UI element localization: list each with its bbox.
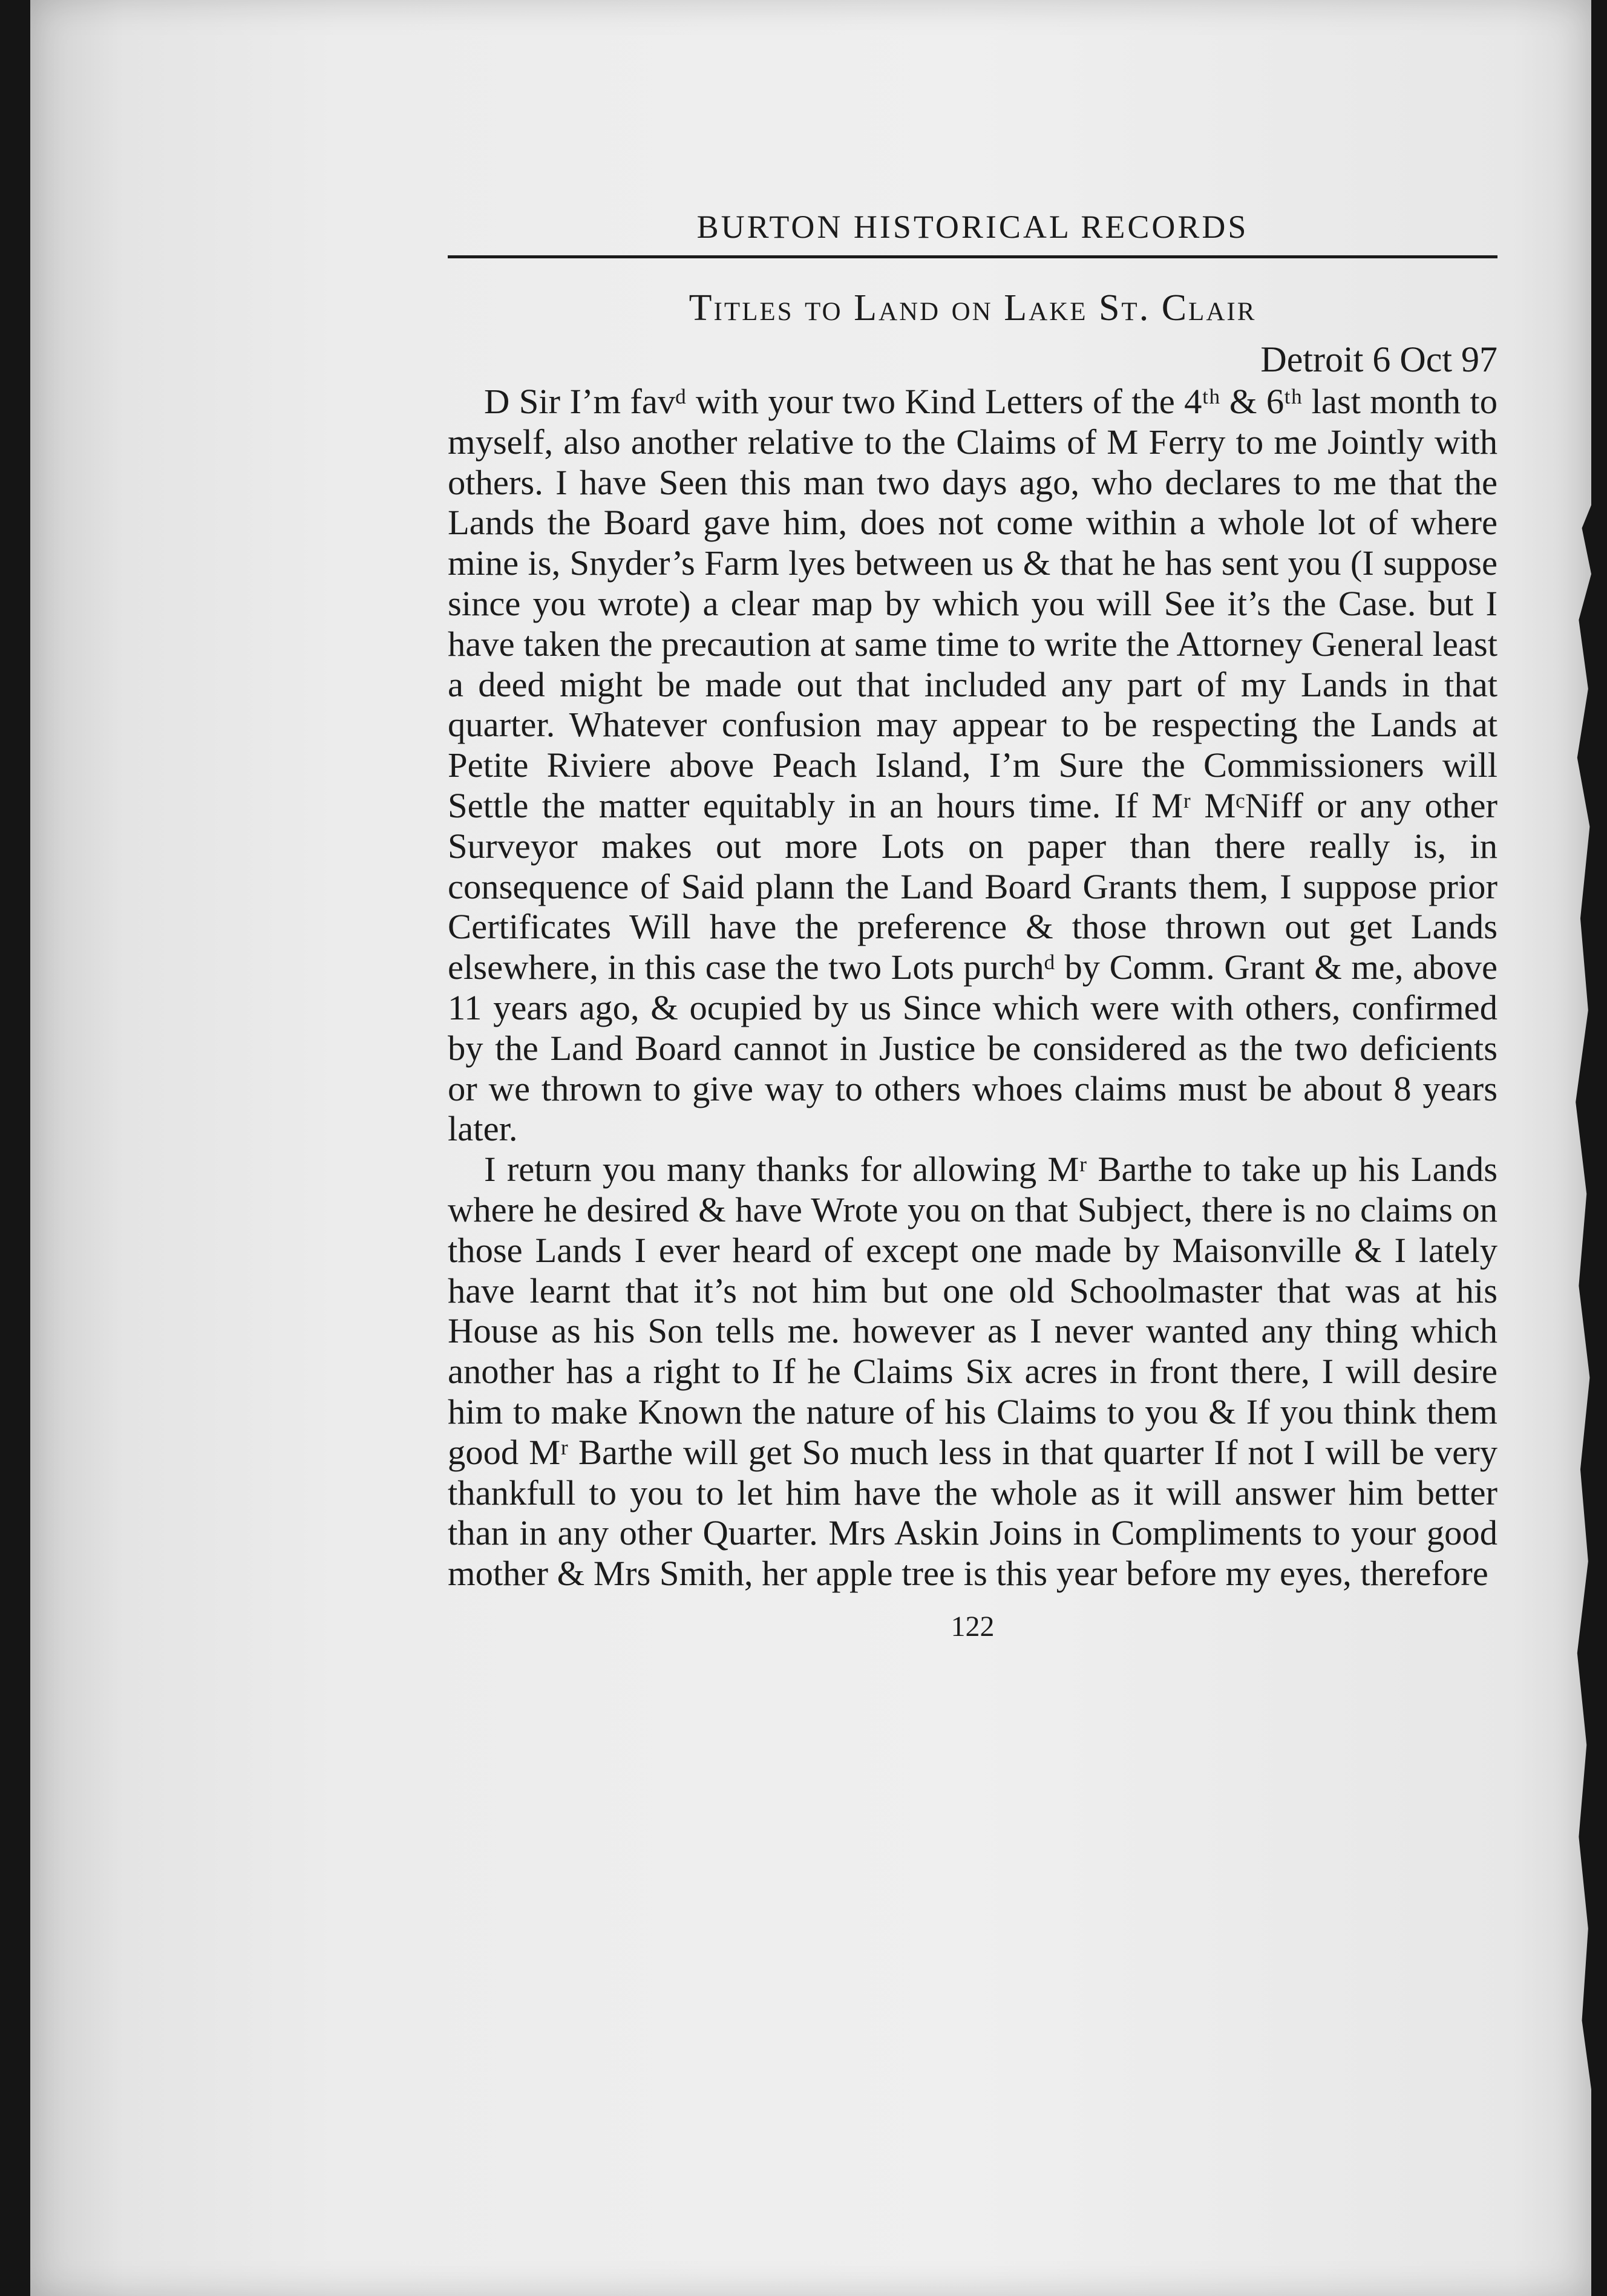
letter-paragraph-2: I return you many thanks for allowing Mʳ Barthe to take up his Lands where he desired & have Wrote you on that Subject, there is no claims on those Lands I ever heard of except one made by Maisonville & I lately have learnt that it’s not him but one old Schoolmaster that was at his House as his Son tells me. however as I never wanted any thing which another has a right to If he Claims Six acres in front there, I will desire him to make Known the nature of his Claims to you & If you think them good Mʳ Barthe will get So much less in that quarter If not I will be very thankfull to you to let him have the whole as it will answer him better than in any other Quarter. Mrs Askin Joins in Compliments to your good mother & Mrs Smith, her apple tree is this year before my eyes, therefore	[448, 1150, 1497, 1594]
page-number: 122	[951, 1610, 995, 1643]
running-head: BURTON HISTORICAL RECORDS	[696, 209, 1249, 245]
article-title: Titles to Land on Lake St. Clair	[689, 287, 1257, 329]
page-content	[448, 200, 1497, 1645]
letter-paragraph-1: D Sir I’m favᵈ with your two Kind Letters of the 4ᵗʰ & 6ᵗʰ last month to myself, also another relative to the Claims of M Ferry to me Jointly with others. I have Seen this man two days ago, who declares to me that the Lands the Board gave him, does not come within a whole lot of where mine is, Snyder’s Farm lyes between us & that he has sent you (I suppose since you wrote) a clear map by which you will See it’s the Case. but I have taken the precaution at same time to write the Attorney General least a deed might be made out that included any part of my Lands in that quarter. Whatever confusion may appear to be respecting the Lands at Petite Riviere above Peach Island, I’m Sure the Commissioners will Settle the matter equitably in an hours time. If Mʳ MᶜNiff or any other Surveyor makes out more Lots on paper than there really is, in consequence of Said plann the Land Board Grants them, I suppose prior Certificates Will have the preference & those thrown out get Lands elsewhere, in this case the two Lots purchᵈ by Comm. Grant & me, above 11 years ago, & ocupied by us Since which were with others, confirmed by the Land Board cannot in Justice be considered as the two deficients or we thrown to give way to others whoes claims must be about 8 years later.	[448, 382, 1497, 1149]
letter-dateline: Detroit 6 Oct 97	[1260, 339, 1497, 379]
header-rule	[448, 255, 1497, 258]
